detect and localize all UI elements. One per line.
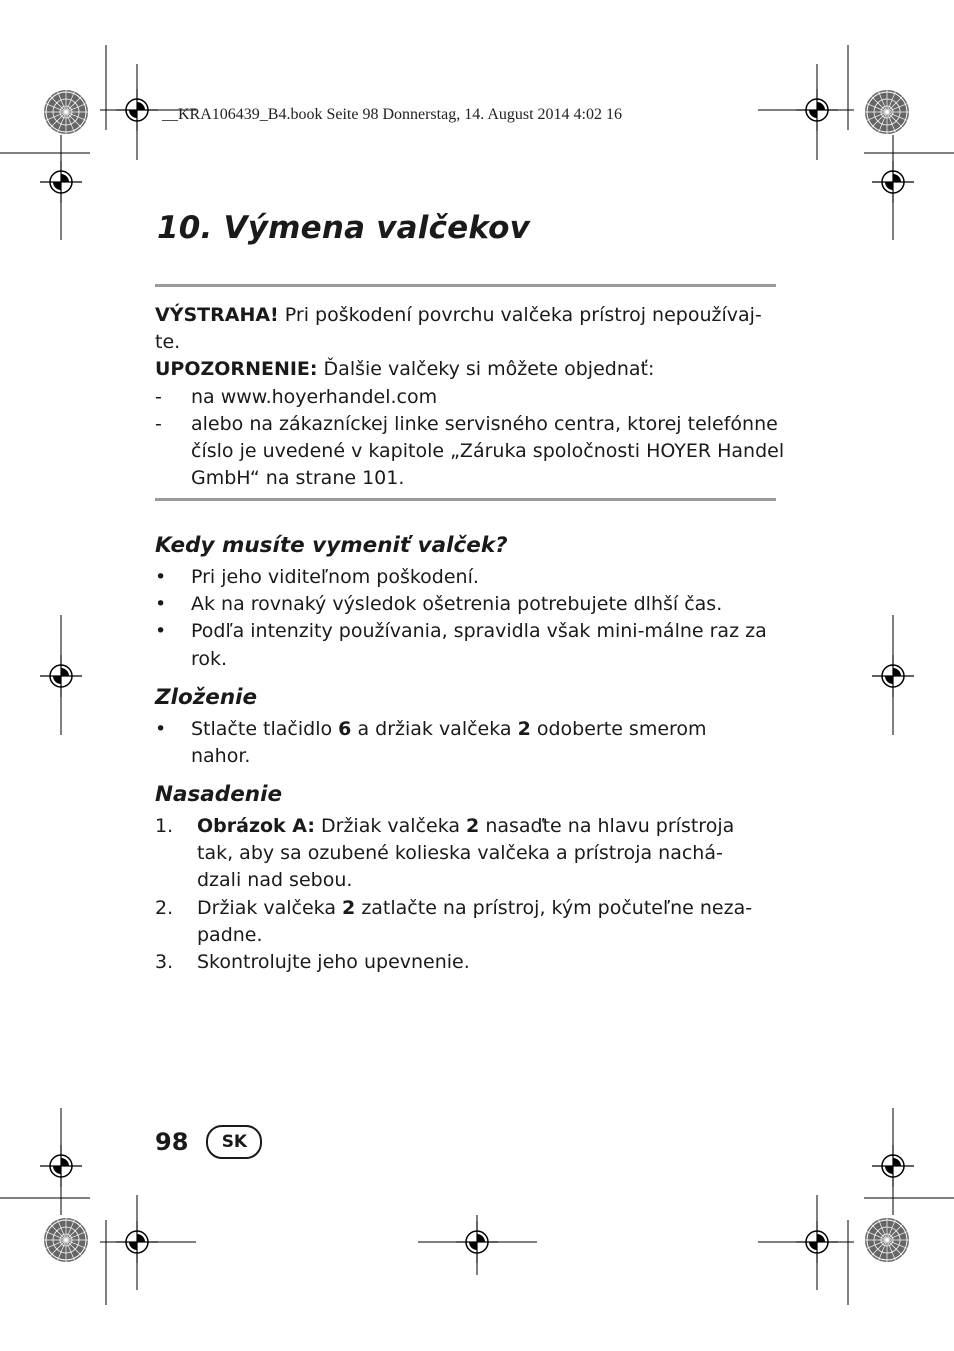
text-run: Držiak valčeka (197, 896, 343, 919)
step-text: padne. (197, 923, 263, 946)
step-text (197, 895, 780, 922)
text-run: Stlačte tlačidlo (191, 718, 339, 740)
removal-heading: Zloženie (155, 685, 258, 710)
step-number: 3. (155, 951, 174, 974)
part-number: 6 (338, 718, 352, 740)
list-item-text: alebo na zákazníckej linke servisného centra, ktorej telefónne (191, 412, 778, 435)
list-item (155, 618, 780, 672)
when-list (155, 564, 780, 673)
note-label: UPOZORNENIE: (155, 358, 318, 381)
bullet-marker: • (155, 620, 167, 643)
list-item-text: na www.hoyerhandel.com (191, 385, 438, 408)
note-line (155, 356, 780, 383)
warning-line (155, 302, 780, 329)
text-run: nasaďte na hlavu prístroja (479, 815, 735, 837)
part-number: 2 (466, 815, 480, 837)
bullet-marker: • (155, 593, 167, 616)
notice-bottom-rule (155, 498, 776, 501)
step-number: 2. (155, 896, 174, 919)
bullet-marker: • (155, 566, 167, 588)
list-item-text: Podľa intenzity používania, spravidla však mini-málne raz za (191, 620, 767, 643)
list-item (155, 564, 780, 591)
note-text: Ďalšie valčeky si môžete objednať: (317, 358, 655, 381)
list-item-text: rok. (191, 647, 228, 670)
dash-marker: - (155, 412, 162, 435)
page-number: 98 (155, 1128, 189, 1156)
dash-marker: - (155, 385, 162, 408)
list-item-text: Pri jeho viditeľnom poškodení. (191, 566, 479, 588)
part-number: 2 (517, 718, 531, 740)
print-slug: __KRA106439_B4.book Seite 98 Donnerstag, 14. August 2014 4:02 16 (162, 106, 622, 123)
part-number: 2 (342, 896, 356, 919)
list-item-text: číslo je uvedené v kapitole „Záruka spoločnosti HOYER Handel (191, 440, 785, 463)
list-item-text: GmbH“ na strane 101. (191, 467, 405, 490)
insertion-heading: Nasadenie (155, 782, 283, 807)
list-item (155, 411, 785, 493)
when-heading: Kedy musíte vymeniť valček? (155, 533, 508, 558)
warning-line-continued: te. (155, 331, 181, 354)
list-item (155, 384, 780, 411)
notice-top-rule (155, 284, 776, 287)
list-item (155, 716, 780, 770)
text-run: zatlačte na prístroj, kým počuteľne neza- (355, 896, 753, 919)
list-item (155, 591, 780, 618)
list-item-text: Ak na rovnaký výsledok ošetrenia potrebujete dlhší čas. (191, 593, 723, 616)
list-item-text: nahor. (191, 745, 251, 768)
bullet-marker: • (155, 718, 167, 740)
step-item (155, 813, 780, 895)
step-text: dzali nad sebou. (197, 869, 353, 892)
text-run: Držiak valčeka (314, 815, 467, 837)
step-number: 1. (155, 815, 174, 837)
step-item (155, 949, 780, 976)
step-text: Skontrolujte jeho upevnenie. (197, 951, 470, 974)
step-text: tak, aby sa ozubené kolieska valčeka a prístroja nachá- (197, 842, 723, 865)
text-run: odoberte smerom (530, 718, 707, 740)
warning-label: VÝSTRAHA! (155, 304, 279, 326)
figure-reference: Obrázok A: (197, 815, 315, 837)
page-footer (155, 1125, 262, 1159)
step-text (197, 813, 780, 840)
step-item (155, 895, 780, 949)
text-run: a držiak valčeka (351, 718, 518, 740)
removal-list (155, 716, 780, 770)
warning-text: Pri poškodení povrchu valčeka prístroj nepoužívaj- (278, 304, 762, 326)
notice-box (155, 302, 785, 492)
list-item-text (191, 716, 780, 743)
insertion-steps (155, 813, 780, 976)
page-title: 10. Výmena valčekov (157, 210, 530, 246)
language-badge: SK (206, 1125, 262, 1159)
